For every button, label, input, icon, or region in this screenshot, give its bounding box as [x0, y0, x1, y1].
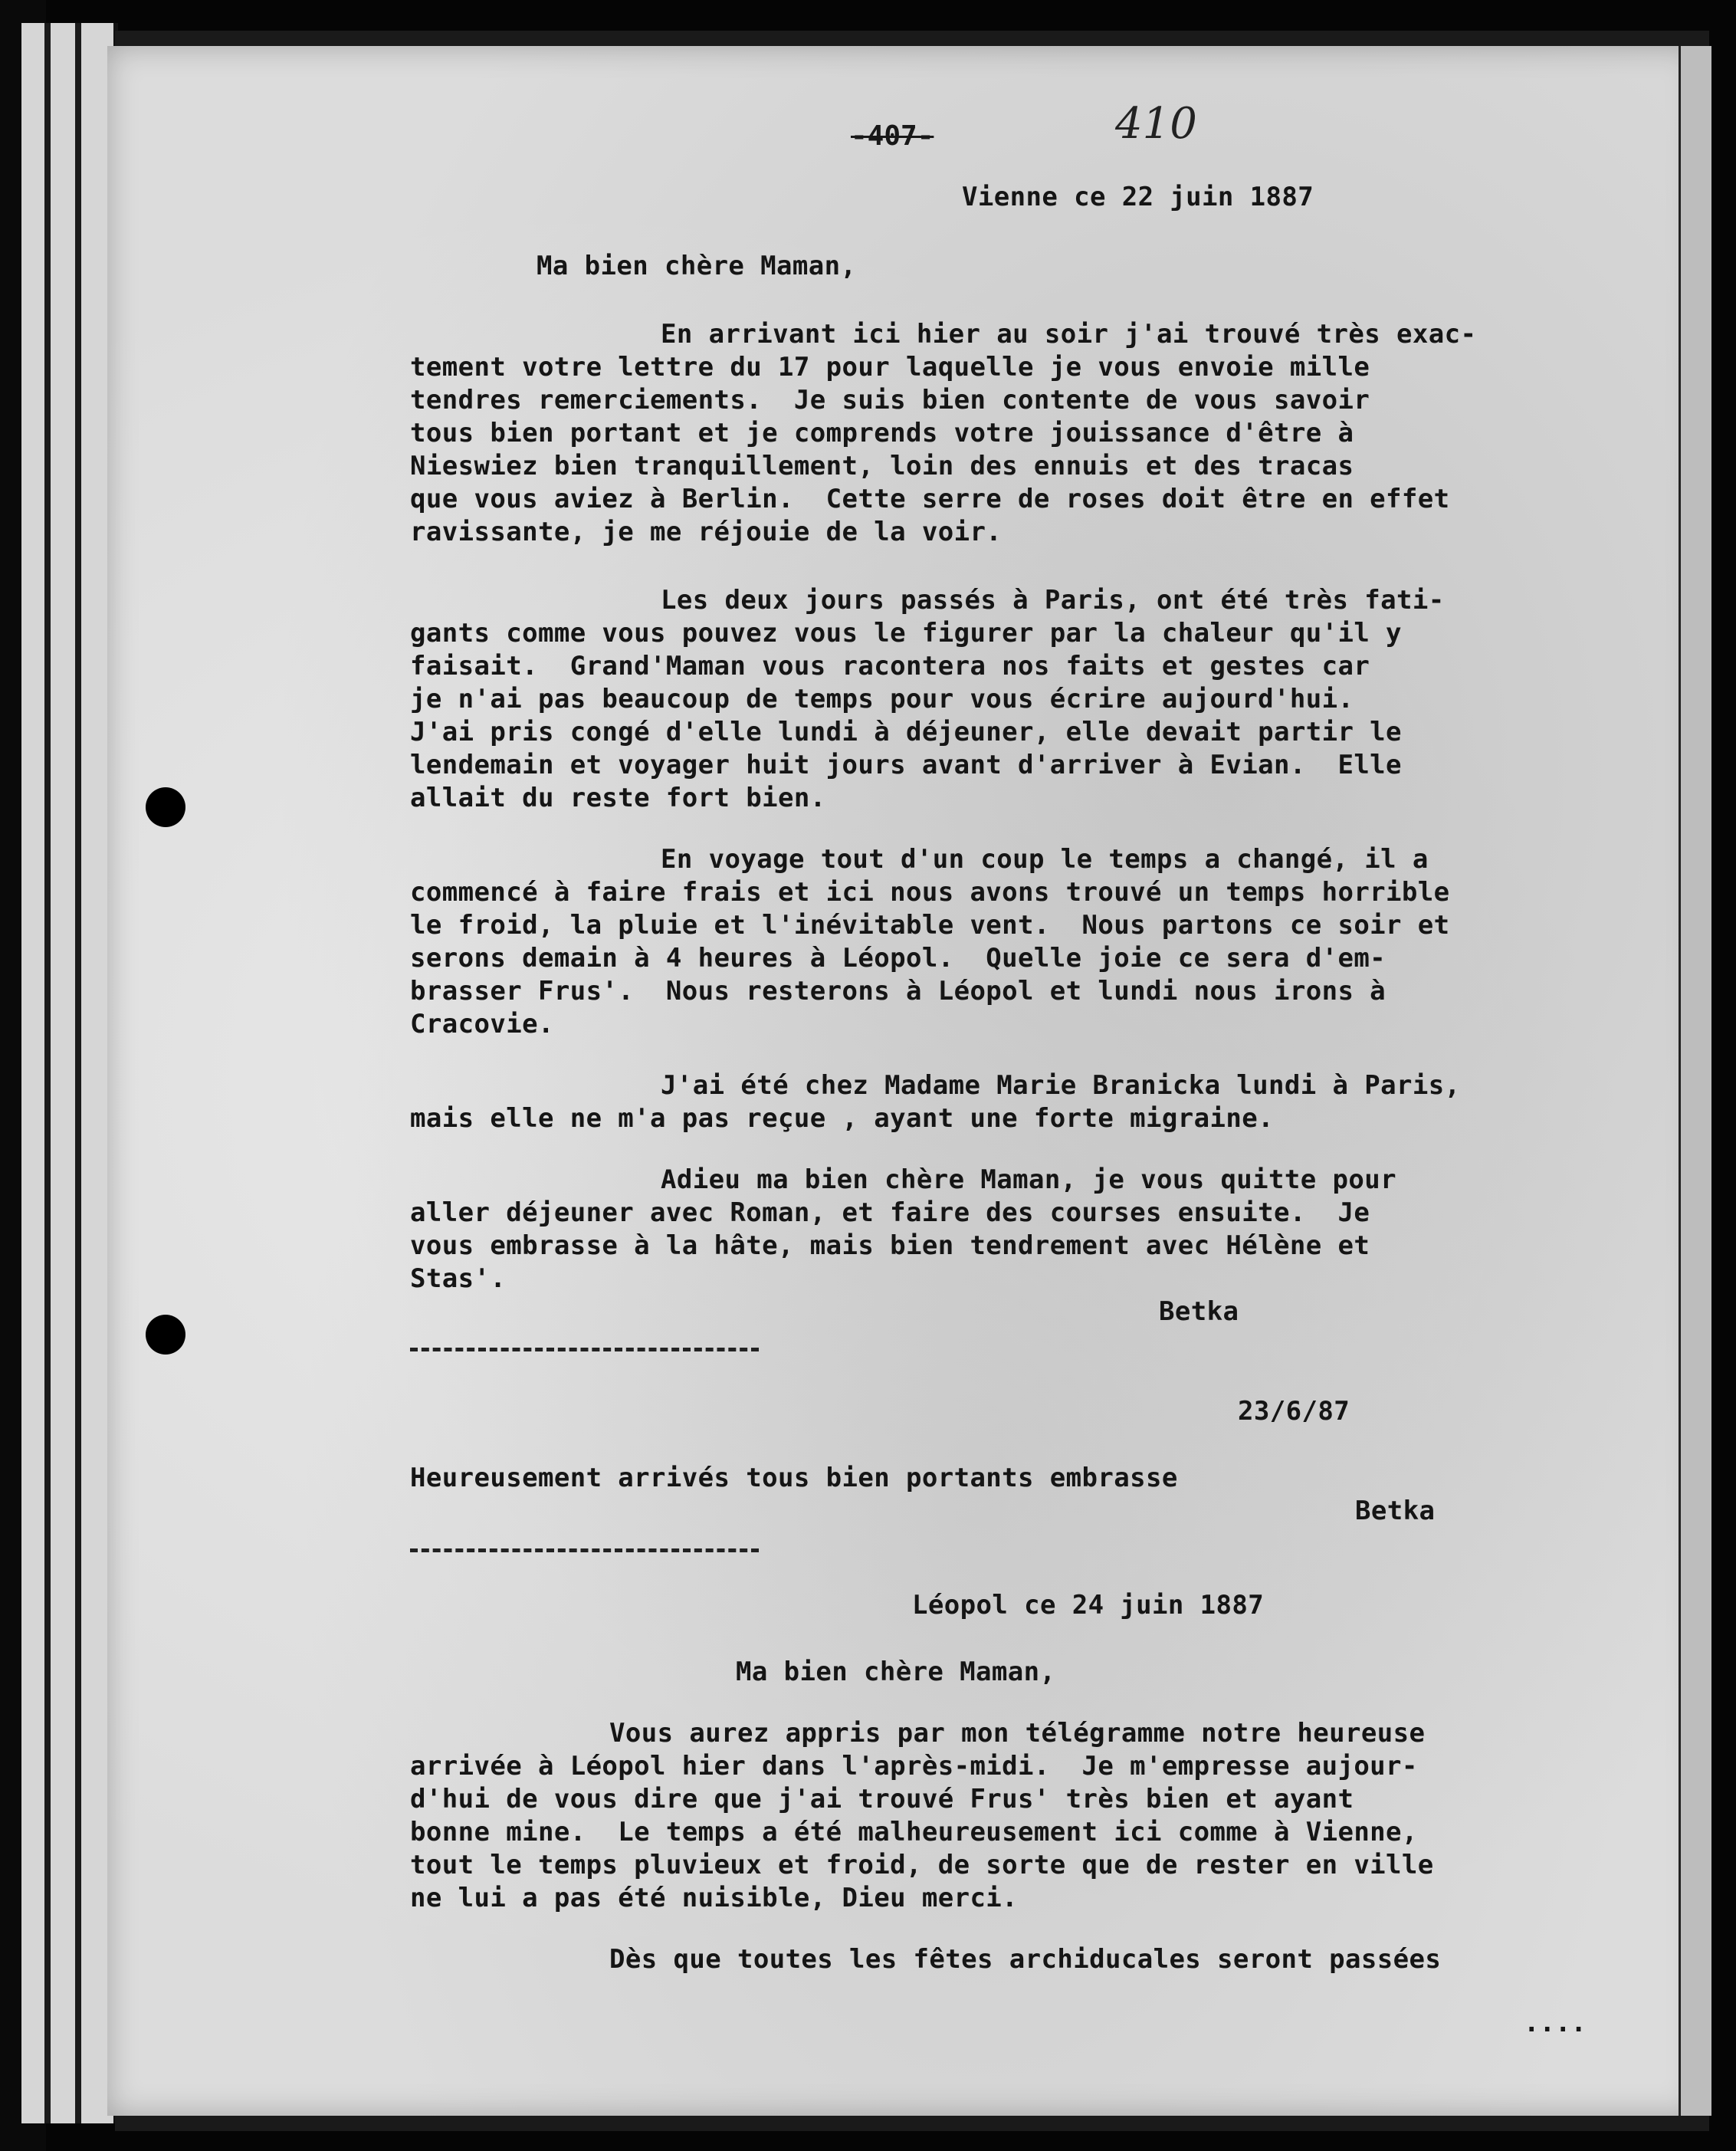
letter1-signature: Betka [1159, 1296, 1239, 1327]
telegram-signature: Betka [1355, 1496, 1436, 1526]
letter1-p2-line7: allait du reste fort bien. [410, 783, 826, 813]
letter1-p2-line3: faisait. Grand'Maman vous racontera nos faits et gestes car [410, 651, 1370, 681]
letter2-dateline: Léopol ce 24 juin 1887 [912, 1590, 1265, 1621]
printed-page-number: -407- [851, 120, 934, 152]
letter1-p5-line3: vous embrasse à la hâte, mais bien tendrement avec Hélène et [410, 1230, 1370, 1261]
letter1-p2-line2: gants comme vous pouvez vous le figurer par la chaleur qu'il y [410, 618, 1402, 649]
letter2-salutation: Ma bien chère Maman, [736, 1657, 1056, 1687]
letter2-p1-line2: arrivée à Léopol hier dans l'après-midi. Je m'empresse aujour- [410, 1751, 1418, 1782]
letter2-p2-line1: Dès que toutes les fêtes archiducales seront passées [609, 1944, 1442, 1975]
letter1-p1-line6: que vous aviez à Berlin. Cette serre de roses doit être en effet [410, 484, 1450, 514]
letter1-salutation: Ma bien chère Maman, [537, 251, 857, 281]
letter1-p2-line5: J'ai pris congé d'elle lundi à déjeuner, elle devait partir le [410, 717, 1402, 747]
letter1-p1-line1: En arrivant ici hier au soir j'ai trouvé très exac- [661, 319, 1477, 350]
separator-line [410, 1548, 759, 1552]
separator-line [410, 1348, 759, 1351]
letter1-p5-line4: Stas'. [410, 1263, 507, 1294]
letter2-p1-line6: ne lui a pas été nuisible, Dieu merci. [410, 1883, 1019, 1913]
letter1-p4-line2: mais elle ne m'a pas reçue , ayant une forte migraine. [410, 1103, 1274, 1134]
letter1-p3-line6: Cracovie. [410, 1009, 554, 1039]
telegram-date: 23/6/87 [1238, 1396, 1350, 1427]
letter1-p2-line6: lendemain et voyager huit jours avant d'arriver à Evian. Elle [410, 750, 1402, 780]
letter2-p1-line5: tout le temps pluvieux et froid, de sorte que de rester en ville [410, 1850, 1434, 1880]
letter1-p4-line1: J'ai été chez Madame Marie Branicka lundi à Paris, [661, 1070, 1461, 1101]
letter1-p5-line2: aller déjeuner avec Roman, et faire des courses ensuite. Je [410, 1197, 1370, 1228]
letter2-p1-line1: Vous aurez appris par mon télégramme notre heureuse [609, 1718, 1426, 1749]
letter1-p3-line4: serons demain à 4 heures à Léopol. Quelle joie ce sera d'em- [410, 943, 1387, 974]
letter1-p3-line5: brasser Frus'. Nous resterons à Léopol et lundi nous irons à [410, 976, 1387, 1007]
letter1-p5-line1: Adieu ma bien chère Maman, je vous quitte pour [661, 1164, 1397, 1195]
letter1-p1-line4: tous bien portant et je comprends votre jouissance d'être à [410, 418, 1354, 448]
letter1-p3-line3: le froid, la pluie et l'inévitable vent. Nous partons ce soir et [410, 910, 1450, 941]
continuation-dots: .... [1524, 2008, 1587, 2038]
letter1-dateline: Vienne ce 22 juin 1887 [962, 182, 1314, 212]
letter1-p1-line3: tendres remerciements. Je suis bien contente de vous savoir [410, 385, 1370, 415]
letter1-p3-line2: commencé à faire frais et ici nous avons trouvé un temps horrible [410, 877, 1450, 908]
letter1-p1-line5: Nieswiez bien tranquillement, loin des ennuis et des tracas [410, 451, 1354, 481]
letter2-p1-line4: bonne mine. Le temps a été malheureusement ici comme à Vienne, [410, 1817, 1418, 1847]
telegram-text: Heureusement arrivés tous bien portants embrasse [410, 1463, 1178, 1493]
letter1-p2-line1: Les deux jours passés à Paris, ont été très fati- [661, 585, 1445, 616]
letter1-p1-line7: ravissante, je me réjouie de la voir. [410, 517, 1003, 547]
letter1-p2-line4: je n'ai pas beaucoup de temps pour vous écrire aujourd'hui. [410, 684, 1354, 714]
handwritten-page-number: 410 [1115, 99, 1197, 149]
letter1-p3-line1: En voyage tout d'un coup le temps a changé, il a [661, 844, 1429, 875]
letter1-p1-line2: tement votre lettre du 17 pour laquelle je vous envoie mille [410, 352, 1370, 383]
letter2-p1-line3: d'hui de vous dire que j'ai trouvé Frus' très bien et ayant [410, 1784, 1354, 1814]
